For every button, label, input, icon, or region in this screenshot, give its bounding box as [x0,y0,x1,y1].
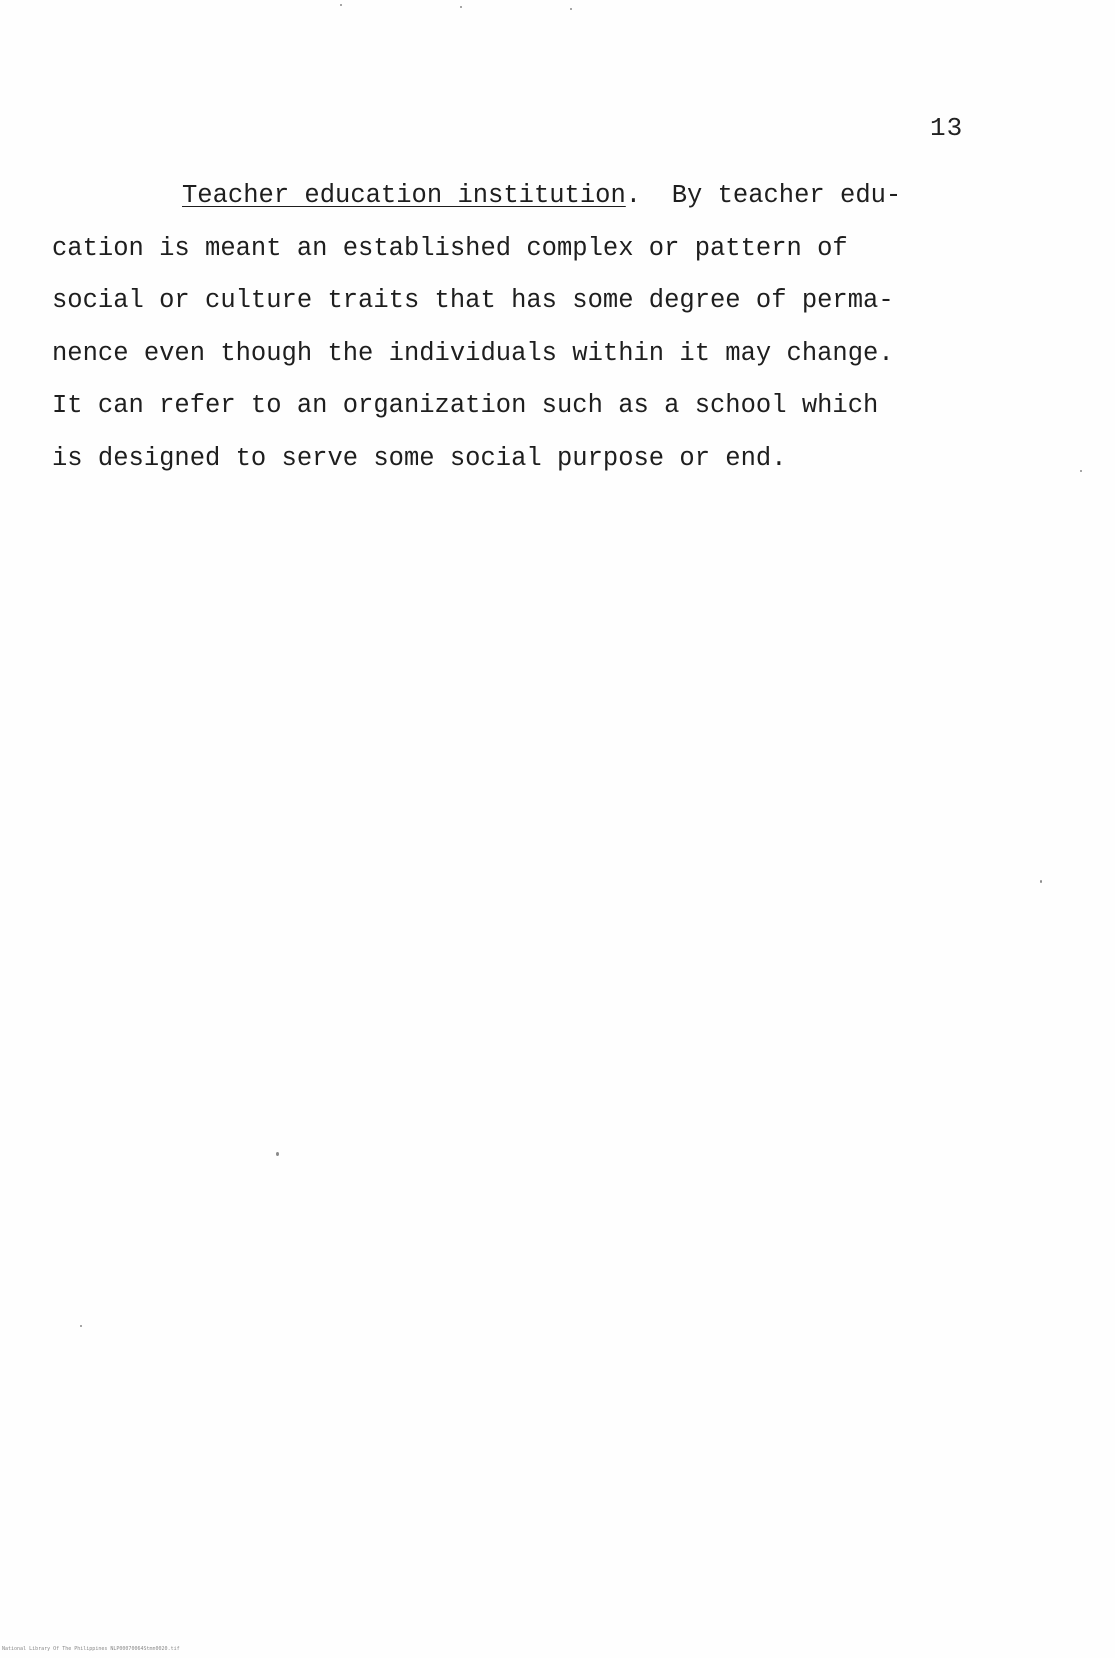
definition-paragraph [52,170,1052,486]
scan-speck [1080,470,1082,472]
scan-speck [570,8,572,10]
paragraph-line-6: is designed to serve some social purpose or end. [52,443,787,473]
scan-speck [460,6,462,8]
scan-speck [276,1152,279,1156]
paragraph-line-4: nence even though the individuals within it may change. [52,338,894,368]
paragraph-line-3: social or culture traits that has some degree of perma- [52,286,894,316]
term-suffix: . By teacher edu- [625,181,902,210]
scan-footer-note: National Library Of The Philippines NLP00070064Stmn0020.tif [2,1646,180,1652]
paragraph-line-2: cation is meant an established complex or pattern of [52,233,848,263]
defined-term: Teacher education institution [182,181,626,210]
scan-speck [340,4,342,6]
scan-speck [80,1325,82,1327]
paragraph-line-1 [52,170,1052,223]
page-number: 13 [930,113,964,143]
scan-speck [1040,880,1042,883]
paragraph-line-5: It can refer to an organization such as a school which [52,391,879,421]
